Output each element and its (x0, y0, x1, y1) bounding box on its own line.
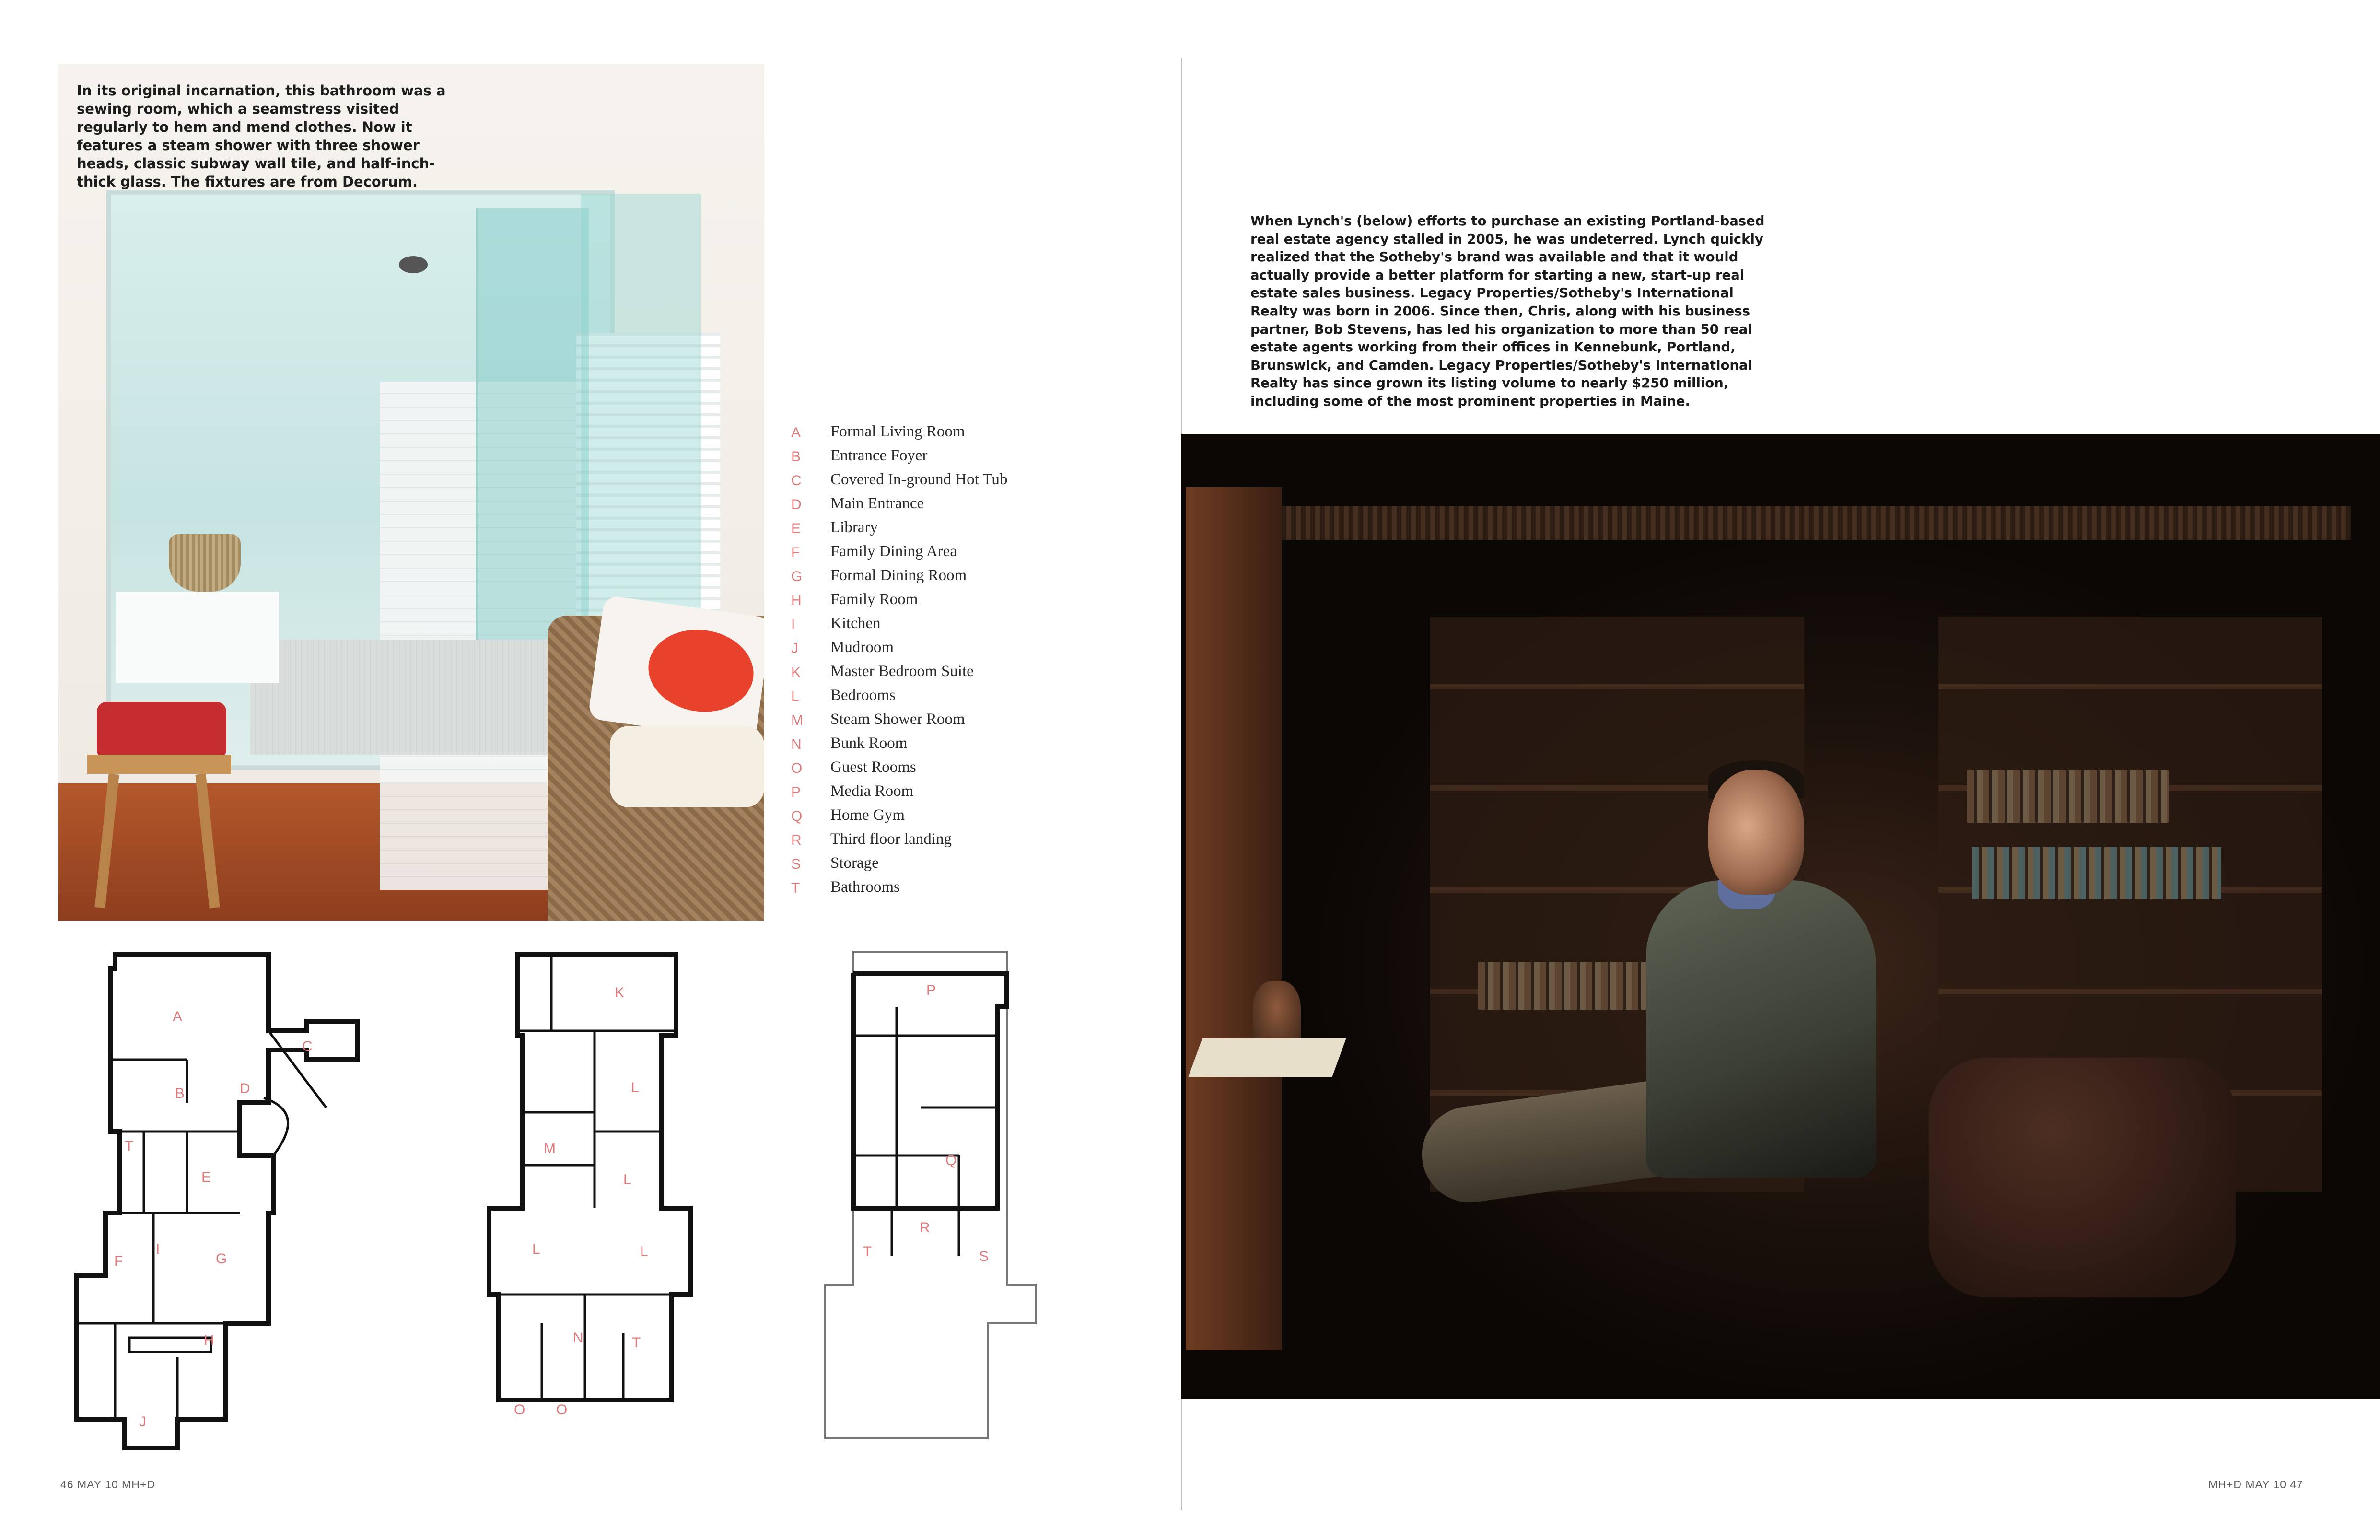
legend-room-name: Formal Living Room (830, 423, 965, 440)
plan-label: T (632, 1335, 641, 1351)
plan-label: C (302, 1038, 313, 1054)
plan-label: B (175, 1085, 185, 1101)
plan-label: L (640, 1244, 648, 1260)
plan-label: G (216, 1251, 227, 1267)
plan-label: L (623, 1172, 631, 1188)
plan-label: M (544, 1141, 556, 1156)
legend-room-name: Bathrooms (830, 878, 900, 896)
plan-label: N (573, 1330, 583, 1346)
legend-letter: M (791, 712, 803, 728)
legend-letter: L (791, 688, 799, 704)
plan-label: I (156, 1241, 160, 1257)
legend-letter: D (791, 497, 802, 513)
legend-room-name: Family Room (830, 591, 918, 608)
legend-letter: S (791, 856, 801, 872)
plan-label: D (240, 1081, 250, 1097)
plan-label: O (514, 1402, 525, 1418)
legend-room-name: Bedrooms (830, 687, 896, 704)
plan-label: J (139, 1414, 146, 1430)
legend-room-name: Storage (830, 854, 879, 872)
legend-room-name: Bunk Room (830, 735, 908, 752)
legend-room-name: Kitchen (830, 615, 881, 632)
legend-letter: N (791, 736, 802, 752)
legend-room-name: Third floor landing (830, 830, 952, 848)
legend-letter: R (791, 832, 802, 848)
legend-letter: J (791, 641, 798, 656)
legend-letter: I (791, 617, 795, 632)
legend-room-name: Home Gym (830, 806, 905, 824)
folio-right: MH+D MAY 10 47 (2208, 1478, 2303, 1491)
article-body-text: When Lynch's (below) efforts to purchase an existing Portland-based real estate agency stalled in 2005, he was undeterred. Lynch quickly realized that the Sotheby's brand was available and that it would actually provide a better platform for starting a new, start-up real estate sales business. Legacy Properties/Sotheby's International Realty was born in 2006. Since then, Chris, along with his business partner, Bob Stevens, has led his organization to more than 50 real estate agents working from their offices in Kennebunk, Portland, Brunswick, and Camden. Legacy Properties/Sotheby's International Realty has since grown its listing volume to nearly $250 million, including some of the most prominent properties in Maine. (1250, 213, 1765, 409)
plan-label: K (615, 985, 625, 1001)
folio-left: 46 MAY 10 MH+D (60, 1478, 155, 1491)
legend-letter: O (791, 760, 803, 776)
first-floor-plan (67, 940, 374, 1458)
legend-room-name: Steam Shower Room (830, 711, 965, 728)
plan-label: A (173, 1009, 183, 1025)
legend-letter: F (791, 545, 800, 560)
third-floor-plan-drawing (815, 940, 1055, 1448)
legend-letter: C (791, 473, 802, 489)
legend-room-name: Master Bedroom Suite (830, 663, 974, 680)
second-floor-plan (479, 940, 710, 1448)
legend-room-name: Guest Rooms (830, 758, 916, 776)
legend-room-name: Formal Dining Room (830, 567, 967, 584)
legend-room-name: Main Entrance (830, 495, 924, 512)
plan-label: T (863, 1244, 872, 1260)
plan-label: H (204, 1332, 214, 1348)
legend-room-name: Covered In-ground Hot Tub (830, 471, 1008, 488)
legend-room-name: Entrance Foyer (830, 447, 928, 464)
left-page (0, 0, 1182, 1540)
plan-label: R (920, 1220, 930, 1236)
plan-label: L (532, 1241, 540, 1257)
plan-label: E (201, 1169, 211, 1185)
plan-label: Q (945, 1153, 957, 1168)
legend-letter: K (791, 665, 801, 680)
legend-letter: H (791, 593, 802, 608)
legend-letter: E (791, 521, 801, 537)
legend-letter: Q (791, 808, 803, 824)
second-floor-plan-drawing (479, 940, 710, 1448)
legend-room-name: Family Dining Area (830, 543, 957, 560)
bathroom-photo (58, 64, 764, 921)
legend-letter: G (791, 569, 803, 584)
bathroom-photo-caption: In its original incarnation, this bathroom was a sewing room, which a seamstress visited regularly to hem and mend clothes. Now it features a steam shower with three shower heads, classic subway wall tile, and half-inch-thick glass. The fixtures are from Decorum. (77, 82, 446, 190)
legend-letter: T (791, 880, 800, 896)
plan-label: O (556, 1402, 568, 1418)
portrait-photo (1181, 434, 2380, 1399)
first-floor-plan-drawing (67, 940, 374, 1458)
third-floor-plan (815, 940, 1055, 1448)
legend-room-name: Media Room (830, 782, 914, 800)
legend-letter: P (791, 784, 801, 800)
legend-letter: B (791, 449, 801, 465)
plan-label: P (926, 982, 936, 998)
plan-label: T (125, 1138, 134, 1154)
plan-label: L (631, 1080, 639, 1096)
plan-label: S (979, 1248, 989, 1264)
legend-room-name: Library (830, 519, 878, 536)
plan-label: F (114, 1253, 123, 1269)
legend-letter: A (791, 425, 801, 441)
legend-room-name: Mudroom (830, 639, 894, 656)
